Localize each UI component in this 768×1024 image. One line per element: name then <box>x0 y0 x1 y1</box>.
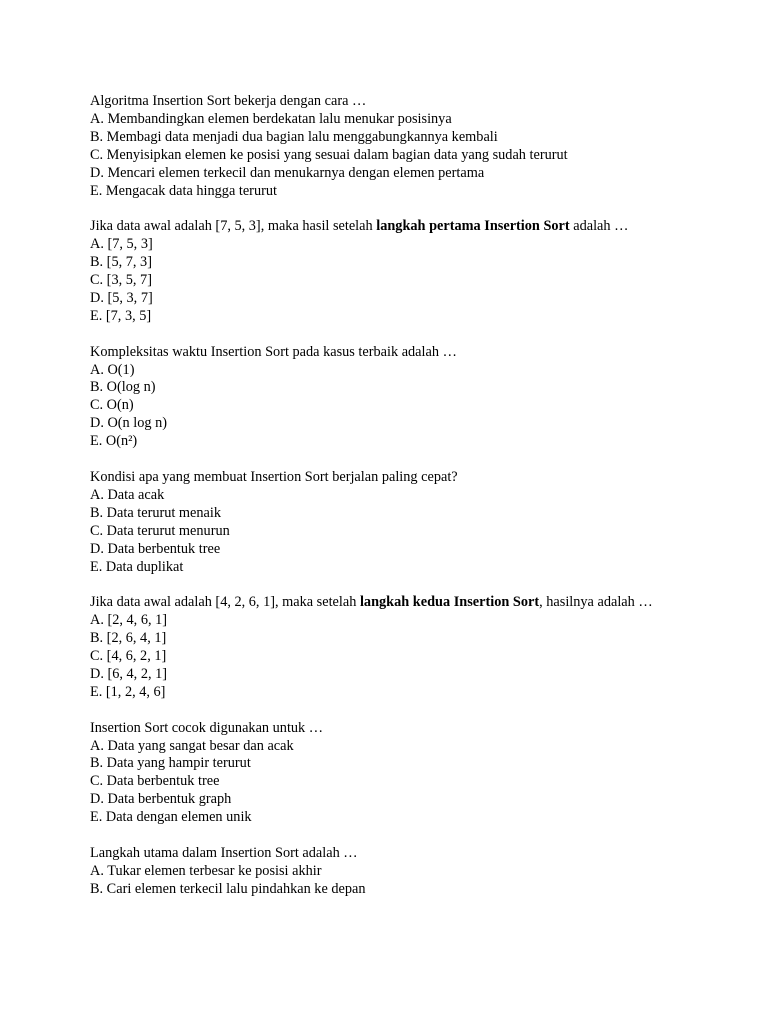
question-7-stem-text: Langkah utama dalam Insertion Sort adalah … <box>90 844 358 861</box>
question-2-option-d: D. [5, 3, 7] <box>90 289 153 306</box>
question-4-option-c: C. Data terurut menurun <box>90 522 230 539</box>
question-5-option-d: D. [6, 4, 2, 1] <box>90 665 168 682</box>
question-1-option-c: C. Menyisipkan elemen ke posisi yang sesuai dalam bagian data yang sudah terurut <box>90 146 568 163</box>
question-6-option-d: D. Data berbentuk graph <box>90 791 232 808</box>
document-body <box>90 93 680 917</box>
question-5-option-e: E. [1, 2, 4, 6] <box>90 683 166 700</box>
question-6-option-e: E. Data dengan elemen unik <box>90 809 252 826</box>
question-2-stem-emphasis: langkah pertama Insertion Sort <box>376 218 570 235</box>
question-4-option-e: E. Data duplikat <box>90 558 184 575</box>
question-2-option-b: B. [5, 7, 3] <box>90 254 152 271</box>
question-3-option-b: B. O(log n) <box>90 379 156 396</box>
question-1-option-e: E. Mengacak data hingga terurut <box>90 182 277 199</box>
question-2-stem-text: Jika data awal adalah [7, 5, 3], maka hasil setelah <box>90 218 377 235</box>
question-3 <box>90 344 680 451</box>
question-3-stem <box>90 344 680 362</box>
question-2-stem-tail: adalah … <box>569 218 629 235</box>
question-4-stem-text: Kondisi apa yang membuat Insertion Sort berjalan paling cepat? <box>90 468 458 485</box>
question-1-option-d: D. Mencari elemen terkecil dan menukarnya dengan elemen pertama <box>90 164 485 181</box>
question-7-option-b: B. Cari elemen terkecil lalu pindahkan ke depan <box>90 880 366 897</box>
question-4-option-b: B. Data terurut menaik <box>90 504 222 521</box>
question-1-stem <box>90 93 680 111</box>
question-5-option-a: A. [2, 4, 6, 1] <box>90 612 168 629</box>
question-3-option-e: E. O(n²) <box>90 433 138 450</box>
question-2-option-a: A. [7, 5, 3] <box>90 236 153 253</box>
question-4-stem <box>90 469 680 487</box>
question-5-stem <box>90 594 680 612</box>
question-6-stem <box>90 720 680 738</box>
question-4-option-d: D. Data berbentuk tree <box>90 540 221 557</box>
question-5 <box>90 594 680 701</box>
question-3-stem-text: Kompleksitas waktu Insertion Sort pada kasus terbaik adalah … <box>90 343 457 360</box>
question-5-option-c: C. [4, 6, 2, 1] <box>90 648 167 665</box>
question-5-stem-emphasis: langkah kedua Insertion Sort <box>359 594 540 611</box>
question-1-option-a: A. Membandingkan elemen berdekatan lalu menukar posisinya <box>90 110 452 127</box>
question-1-option-b: B. Membagi data menjadi dua bagian lalu menggabungkannya kembali <box>90 128 498 145</box>
question-6-option-c: C. Data berbentuk tree <box>90 773 220 790</box>
question-4-option-a: A. Data acak <box>90 486 165 503</box>
question-6-option-b: B. Data yang hampir terurut <box>90 755 251 772</box>
question-7-option-a: A. Tukar elemen terbesar ke posisi akhir <box>90 862 322 879</box>
question-6-option-a: A. Data yang sangat besar dan acak <box>90 737 294 754</box>
question-2 <box>90 218 680 325</box>
question-1 <box>90 93 680 200</box>
question-5-stem-text: Jika data awal adalah [4, 2, 6, 1], maka setelah <box>90 594 360 611</box>
question-6-stem-text: Insertion Sort cocok digunakan untuk … <box>90 719 324 736</box>
question-2-stem <box>90 218 680 236</box>
question-4 <box>90 469 680 576</box>
question-2-option-c: C. [3, 5, 7] <box>90 272 152 289</box>
question-5-option-b: B. [2, 6, 4, 1] <box>90 630 167 647</box>
question-7-stem <box>90 845 680 863</box>
question-3-option-a: A. O(1) <box>90 361 135 378</box>
question-3-option-c: C. O(n) <box>90 397 134 414</box>
question-6 <box>90 720 680 827</box>
question-7 <box>90 845 680 899</box>
question-3-option-d: D. O(n log n) <box>90 415 168 432</box>
question-1-stem-text: Algoritma Insertion Sort bekerja dengan cara … <box>90 93 367 109</box>
question-5-stem-tail: , hasilnya adalah … <box>539 594 653 611</box>
question-2-option-e: E. [7, 3, 5] <box>90 307 152 324</box>
